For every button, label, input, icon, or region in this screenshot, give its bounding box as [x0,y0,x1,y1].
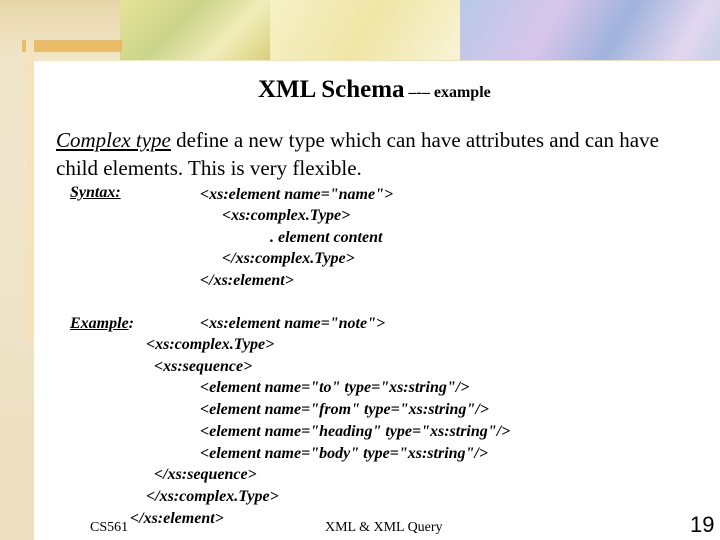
syntax-line: </xs:element> [200,272,294,289]
example-line: <element name="body" type="xs:string"/> [200,445,488,462]
syntax-line: <xs:element name="name"> [200,186,394,203]
example-line: </xs:sequence> [154,466,257,483]
intro-lead: Complex type [56,128,171,152]
example-line: </xs:element> [130,510,224,527]
title-main: XML Schema [258,76,405,103]
accent-bar-vertical [26,40,34,340]
example-line: <element name="to" type="xs:string"/> [200,379,470,396]
footer-course: CS561 [90,520,129,535]
accent-bar-horizontal [22,40,122,52]
page-number: 19 [690,512,715,537]
example-line: <xs:sequence> [154,358,253,375]
syntax-line: . element content [270,229,383,246]
slide-title [258,76,491,104]
footer-center: XML & XML Query [325,520,443,535]
syntax-line: <xs:complex.Type> [222,207,351,224]
example-label [70,313,134,334]
example-label-colon: : [128,315,134,332]
example-line: </xs:complex.Type> [146,488,279,505]
example-line: <element name="from" type="xs:string"/> [200,401,489,418]
example-label-text: Example [70,315,129,332]
syntax-label: Syntax: [70,184,121,201]
example-line: <element name="heading" type="xs:string"/> [200,423,511,440]
title-sub: –-– example [404,84,491,101]
intro-paragraph [56,126,696,182]
intro-rest: define a new type which can have attributes and can have child elements. This is very flexible. [56,128,659,180]
syntax-line: </xs:complex.Type> [222,250,355,267]
example-line: <xs:complex.Type> [146,336,275,353]
example-line: <xs:element name="note"> [200,315,386,332]
